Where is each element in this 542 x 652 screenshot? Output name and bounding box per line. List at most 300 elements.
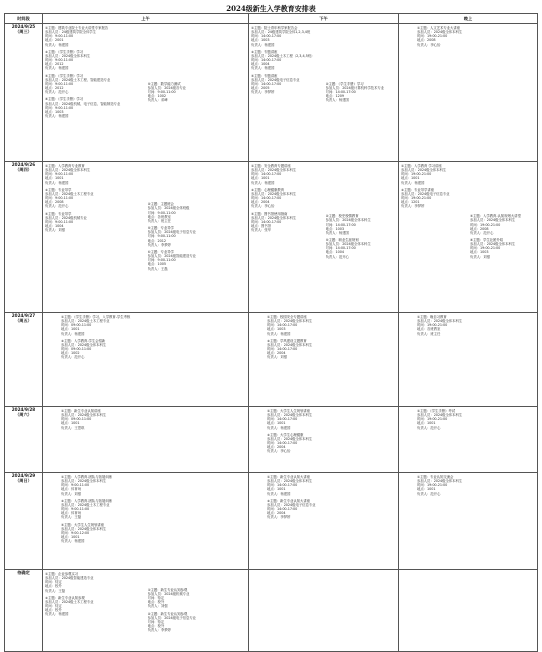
- session-detail: 参加人员：2024级全体本科生: [325, 242, 371, 247]
- session-topic: ①主题：大学生人生规划讲座: [267, 409, 311, 413]
- session-detail: 参加人员：2024级全体本科生: [267, 479, 313, 484]
- date-cell: 2024/9/28 （周六）: [5, 407, 43, 473]
- session-detail: 负责人：杨建国: [61, 331, 85, 336]
- session-detail: 参加人员：2024级智能建造专业: [45, 576, 94, 581]
- session-block: [45, 26, 144, 47]
- session-detail: 地点：1004: [45, 224, 64, 229]
- session-detail: 负责人：范开心: [325, 254, 349, 259]
- session-detail: 负责人：张华: [251, 228, 272, 233]
- session-detail: 负责人：李梦婷: [401, 204, 425, 209]
- session-detail: 负责人：杨建国: [45, 66, 69, 71]
- session-topic: ①主题：晚自习教育: [417, 315, 447, 319]
- session-detail: 参加人员：2024级全体本科生: [417, 30, 463, 35]
- session-detail: 时间：14:00-17:00: [325, 246, 356, 251]
- session-topic: ②主题：专业导学: [45, 187, 72, 192]
- evening-cell: [399, 407, 538, 473]
- morning-sessions: [43, 24, 248, 161]
- session-detail: 参加人员：2024级全体本科生: [61, 479, 107, 484]
- session-detail: 参加人员：2024级土木工程专业: [45, 599, 94, 604]
- session-detail: 地点：2004: [251, 200, 270, 205]
- date-cell: 2024/9/27 （周五）: [5, 313, 43, 407]
- session-topic: ①主题：校园安全专题讲座: [267, 315, 307, 319]
- morning-sessions: [43, 313, 249, 406]
- session-detail: 参加人员：24级建筑学院全体1,2,3,4班: [251, 30, 311, 35]
- session-detail: 时间：9:00-11:00: [61, 483, 90, 488]
- session-detail: 时间：待定: [147, 596, 165, 601]
- session-detail: 地点：1001: [417, 487, 436, 492]
- session-detail: 地点：各班教室: [147, 214, 171, 219]
- session-column: [249, 162, 324, 312]
- session-detail: 负责人：杨建国: [267, 331, 291, 336]
- session-column: [265, 473, 399, 569]
- session-detail: 时间：9:00-11:00: [45, 105, 74, 110]
- session-topic: ①主题：入学教育-团队与拓展训练: [61, 475, 112, 479]
- session-detail: 负责人：范开心: [417, 491, 441, 496]
- session-detail: 参加人员：2024级全体本科生: [251, 168, 297, 173]
- session-detail: 地点：校外: [45, 608, 62, 613]
- session-block: [61, 499, 249, 520]
- morning-cell: [43, 407, 249, 473]
- session-detail: 地点：2008: [417, 38, 436, 43]
- session-detail: 时间：9:00-11:00: [45, 219, 74, 224]
- session-detail: 参加人员：2024级全体本科生: [325, 218, 371, 223]
- session-detail: 负责人：李梦婷: [147, 628, 171, 633]
- session-detail: 负责人：刘强: [147, 604, 168, 609]
- afternoon-cell: [249, 313, 399, 407]
- session-topic: ①主题：企业参观实习: [45, 572, 79, 576]
- session-detail: 参加人员：2024级机械专业: [147, 591, 190, 596]
- session-detail: 地点：1001: [267, 421, 286, 426]
- session-detail: 地点：1004: [251, 62, 270, 67]
- session-detail: 时间：19:00-21:00: [417, 34, 448, 39]
- session-detail: 时间：14:00-17:00: [251, 81, 282, 86]
- session-topic: ③主题：大学生人生规划讲座: [61, 522, 105, 527]
- session-block: [45, 596, 144, 617]
- session-block: [61, 409, 249, 430]
- session-detail: 负责人：杨建国: [251, 42, 275, 47]
- session-detail: 时间：19:00-21:00: [417, 483, 448, 488]
- session-detail: 负责人：杨建国: [251, 180, 275, 185]
- session-topic: ②主题：入学教育-学生会招新: [61, 338, 106, 343]
- header-row: [5, 14, 538, 24]
- session-block: [267, 315, 399, 336]
- session-detail: 负责人：邓峰: [147, 98, 168, 103]
- session-detail: 地点：2005: [251, 86, 270, 91]
- session-detail: 时间：14:00-17:00: [251, 172, 282, 177]
- schedule-row: [5, 570, 538, 652]
- morning-sessions: [43, 473, 249, 569]
- session-detail: 参加人员：2024级土木工程专业: [61, 502, 110, 507]
- session-detail: 时间：09:00-11:00: [61, 347, 92, 352]
- session-detail: 负责人：王磊: [61, 515, 82, 520]
- session-column: [59, 313, 249, 406]
- session-detail: 参加人员：2024级土木工程（2,3,4,5班）: [251, 53, 315, 58]
- session-column: [324, 162, 399, 312]
- session-detail: 地点：1001: [61, 535, 80, 540]
- session-detail: 地点：1001: [45, 176, 64, 181]
- evening-cell: [399, 24, 538, 162]
- session-block: [45, 97, 144, 118]
- session-detail: 参加人员：2024级电子信息专业: [147, 615, 197, 620]
- morning-cell: [43, 570, 249, 652]
- evening-sessions: [399, 473, 538, 569]
- session-detail: 时间：9:00-11:00: [45, 196, 74, 201]
- session-detail: 地点：2012: [45, 62, 64, 67]
- session-detail: 负责人：刘强: [470, 254, 491, 259]
- session-topic: ②主题：新生专业认知参观: [45, 595, 85, 600]
- session-detail: 地点：1001: [417, 421, 436, 426]
- session-block: [326, 82, 397, 103]
- session-detail: 地点：2004: [267, 511, 286, 516]
- session-detail: 时间：14:00-17:00: [251, 196, 282, 201]
- schedule-body: [5, 24, 538, 652]
- evening-sessions: [399, 313, 538, 406]
- session-detail: 参加人员：2024级全体班级: [147, 206, 190, 211]
- session-detail: 参加人员：2024级全体本科生: [401, 168, 447, 173]
- morning-cell: [43, 473, 249, 570]
- evening-cell: [399, 473, 538, 570]
- session-topic: ④主题：主题班会: [147, 202, 174, 207]
- session-detail: 时间：9:00-11:00: [61, 507, 90, 512]
- session-column: [468, 162, 537, 312]
- session-detail: 负责人：范开心: [470, 230, 494, 235]
- session-column: [415, 473, 538, 569]
- session-detail: 参加人员：2024级电子信息专业: [267, 502, 316, 507]
- session-block: [61, 339, 249, 360]
- session-detail: 参加人员：2024级全体本科生: [61, 526, 107, 531]
- session-column: [146, 162, 249, 312]
- evening-cell: [399, 313, 538, 407]
- session-block: [45, 164, 144, 185]
- session-column: [415, 24, 538, 161]
- session-detail: 时间：待定: [45, 580, 62, 585]
- session-block: [251, 188, 322, 209]
- session-column: [399, 162, 468, 312]
- session-detail: 时间：9:00-11:00: [45, 34, 74, 39]
- session-detail: 参加人员：2024级全体本科生: [417, 413, 463, 418]
- session-detail: 地点：1003: [470, 250, 489, 255]
- session-detail: 负责人：杨建国: [251, 66, 275, 71]
- session-detail: 参加人员：2024级全体本科生: [251, 191, 297, 196]
- header-evening: 晚上: [399, 14, 538, 24]
- session-detail: 负责人：李梦婷: [147, 242, 171, 247]
- session-detail: 负责人：范开心: [45, 90, 69, 95]
- session-topic: ③主题：图书馆使用指南: [251, 211, 288, 216]
- session-detail: 参加人员：2024级各专业: [147, 85, 186, 90]
- session-detail: 负责人：范开心: [61, 355, 85, 360]
- session-topic: ②主题：入学教育-团队与拓展训练: [61, 498, 112, 503]
- session-topic: ⑤主题：职业生涯规划: [325, 238, 359, 242]
- session-detail: 地点：1001: [61, 327, 80, 332]
- session-topic: ②主题：专题讲座: [251, 49, 278, 54]
- session-detail: 参加人员：2024级土木工程专业: [45, 191, 94, 196]
- session-detail: 时间：9:00-11:00: [45, 58, 74, 63]
- session-detail: 参加人员：2024级全体本科生: [267, 342, 313, 347]
- session-detail: 时间：09:00-11:00: [61, 323, 92, 328]
- session-topic: ①主题：院士青年科学家报告会: [251, 26, 298, 30]
- session-detail: 时间：14:00-17:00: [251, 219, 282, 224]
- session-block: [417, 26, 538, 47]
- schedule-table: [4, 13, 538, 652]
- session-block: [45, 50, 144, 71]
- session-column: [43, 24, 146, 161]
- session-detail: 负责人：李心怡: [251, 204, 275, 209]
- session-detail: 时间：9:00-11:00: [147, 258, 176, 263]
- afternoon-cell: [249, 162, 399, 313]
- session-detail: 参加人员：2024级电子信息专业: [401, 191, 450, 196]
- session-topic: ④主题：学生社团介绍: [470, 238, 504, 242]
- schedule-row: [5, 313, 538, 407]
- session-block: [417, 475, 538, 496]
- session-detail: 地点：1209: [325, 94, 344, 99]
- session-block: [251, 74, 322, 95]
- session-detail: 时间：14:00-17:00: [251, 34, 282, 39]
- session-detail: 参加人员：2024级计算机科学技术专业: [325, 85, 385, 90]
- session-column: [59, 473, 249, 569]
- session-detail: 负责人：班主任: [417, 331, 441, 336]
- session-detail: 时间：14:00-17:00: [325, 89, 356, 94]
- session-block: [45, 212, 144, 233]
- evening-cell: [399, 570, 538, 652]
- session-block: [148, 82, 247, 103]
- afternoon-cell: [249, 407, 399, 473]
- session-detail: 时间：19:00-21:00: [417, 417, 448, 422]
- session-detail: 负责人：刘强: [61, 491, 82, 496]
- session-block: [251, 26, 322, 47]
- session-topic: ②主题：心理健康教育: [251, 187, 285, 192]
- session-topic: ②主题：大学生心理健康: [267, 432, 304, 437]
- session-detail: 参加人员：2024级电子信息专业: [147, 230, 197, 235]
- session-detail: 参加人员：2024级机械专业: [45, 215, 87, 220]
- session-detail: 地点：2008: [45, 200, 64, 205]
- session-topic: ①主题：入学教育专业教育: [45, 164, 85, 168]
- session-detail: 地点：1001: [267, 487, 286, 492]
- session-block: [267, 475, 399, 496]
- date-cell: 待确定: [5, 570, 43, 652]
- session-block: [470, 238, 535, 259]
- session-column: [265, 407, 399, 472]
- afternoon-cell: [249, 473, 399, 570]
- afternoon-sessions: [249, 162, 398, 312]
- session-detail: 时间：19:00-21:00: [470, 222, 501, 227]
- session-topic: ①主题：人文艺术专业大讲座: [417, 26, 461, 30]
- session-detail: 负责人：杨建国: [45, 180, 69, 185]
- session-detail: 参加人员：2024级智能建造专业: [147, 254, 197, 259]
- session-topic: ①主题：安全教育专题讲座: [251, 164, 291, 168]
- session-detail: 地点：1003: [267, 327, 286, 332]
- afternoon-cell: [249, 24, 399, 162]
- session-block: [61, 315, 249, 336]
- session-detail: 地点：1005: [147, 262, 166, 267]
- evening-sessions: [399, 24, 538, 161]
- session-block: [148, 226, 247, 247]
- session-column: [415, 407, 538, 472]
- session-detail: 时间：19:00-21:00: [417, 323, 448, 328]
- session-detail: 参加人员：2024级全体本科生: [267, 436, 313, 441]
- session-detail: 时间：14:00-17:00: [267, 347, 298, 352]
- session-detail: 负责人：杨建国: [325, 98, 349, 103]
- session-column: [415, 313, 538, 406]
- session-detail: 时间：9:00-12:00: [61, 530, 90, 535]
- session-detail: 时间：9:00-11:00: [45, 81, 74, 86]
- session-topic: ③主题：入学教育-认知规划大讲堂: [470, 214, 521, 219]
- session-detail: 时间：09:00-11:00: [61, 417, 92, 422]
- header-afternoon: 下午: [249, 14, 399, 24]
- session-topic: ②主题：新生专业认知大讲座: [267, 498, 311, 503]
- session-detail: 地点：1002: [147, 94, 166, 99]
- morning-sessions: [43, 407, 249, 472]
- session-detail: 参加人员：2024级机械、电子信息、智能制造专业: [45, 101, 121, 106]
- session-detail: 负责人：班主任: [147, 218, 171, 223]
- session-detail: 地点：2008: [470, 226, 489, 231]
- morning-sessions: [43, 162, 248, 312]
- session-detail: 时间：14:00-17:00: [267, 441, 298, 446]
- session-topic: ①主题：入学教育 学习讲座: [401, 164, 442, 168]
- session-detail: 负责人：杨建国: [325, 230, 349, 235]
- evening-cell: [399, 162, 538, 313]
- session-column: [265, 313, 399, 406]
- session-block: [251, 50, 322, 71]
- session-detail: 参加人员：24级建筑学院全体学生: [45, 30, 96, 35]
- session-detail: 时间：9:00-11:00: [147, 89, 176, 94]
- session-detail: 负责人：范开心: [417, 425, 441, 430]
- session-detail: 时间：14:00-17:00: [267, 323, 298, 328]
- session-block: [267, 499, 399, 520]
- morning-cell: [43, 24, 249, 162]
- session-detail: 地点：1003: [251, 38, 270, 43]
- session-column: [249, 24, 324, 161]
- session-detail: 地点：1002: [61, 351, 80, 356]
- session-topic: ③主题：新生专业认知参观: [147, 587, 188, 592]
- page-title: 2024级新生入学教育安排表: [226, 4, 316, 13]
- session-topic: ①主题：建筑专业院士专业大讲堂专家报告: [45, 26, 109, 30]
- session-detail: 地点：1003: [45, 109, 64, 114]
- session-detail: 时间：14:00-17:00: [325, 222, 356, 227]
- evening-sessions: [399, 162, 537, 312]
- session-detail: 参加人员：2024级土木工程专业: [61, 319, 110, 324]
- session-detail: 时间：19:00-21:00: [470, 246, 501, 251]
- session-column: [43, 162, 146, 312]
- session-block: [470, 214, 535, 235]
- session-detail: 地点：1001: [251, 176, 270, 181]
- session-block: [61, 523, 249, 544]
- session-detail: 地点：2012: [147, 238, 166, 243]
- session-detail: 参加人员：2024级全体本科生: [267, 413, 313, 418]
- session-topic: ④主题：《学生手册》学习: [45, 97, 84, 102]
- session-detail: 地点：1001: [61, 421, 80, 426]
- session-detail: 参加人员：2024级全体本科生: [45, 53, 91, 58]
- session-block: [148, 202, 247, 223]
- session-topic: ④主题：《学生手册》学习: [325, 81, 364, 86]
- session-topic: ⑤主题：数学能力测试: [147, 81, 181, 86]
- session-detail: 负责人：杨建国: [45, 612, 69, 617]
- session-detail: 时间：19:00-21:00: [401, 196, 432, 201]
- session-block: [401, 188, 466, 209]
- session-detail: 负责人：范开心: [45, 204, 69, 209]
- session-detail: 参加人员：2024级土木工程、智能建造专业: [45, 77, 111, 82]
- session-block: [401, 164, 466, 185]
- session-topic: ②主题：专业导学讲座: [401, 187, 435, 192]
- session-detail: 地点：1001: [401, 176, 420, 181]
- session-detail: 参加人员：2024级全体本科生: [61, 342, 107, 347]
- session-topic: ②主题：学风建设主题教育: [267, 338, 307, 343]
- morning-cell: [43, 162, 249, 313]
- session-detail: 负责人：刘强: [45, 228, 66, 233]
- session-detail: 时间：14:00-17:00: [267, 417, 298, 422]
- session-topic: ⑥主题：专业导学: [147, 249, 174, 254]
- schedule-row: [5, 473, 538, 570]
- afternoon-cell: [249, 570, 399, 652]
- session-detail: 负责人：杨建国: [401, 180, 425, 185]
- session-detail: 地点：1004: [325, 250, 344, 255]
- session-block: [267, 433, 399, 454]
- session-topic: ①主题：《学生手册》考试: [417, 409, 456, 413]
- session-detail: 时间：14:00-17:00: [267, 507, 298, 512]
- session-detail: 地点：1003: [325, 226, 344, 231]
- session-block: [148, 612, 247, 633]
- session-detail: 时间：待定: [147, 619, 165, 624]
- session-detail: 负责人：李心怡: [417, 42, 441, 47]
- session-detail: 负责人：王磊: [45, 588, 66, 593]
- session-block: [45, 74, 144, 95]
- date-cell: 2024/9/25 （周三）: [5, 24, 43, 162]
- schedule-row: [5, 407, 538, 473]
- session-detail: 地点：2012: [45, 86, 64, 91]
- session-detail: 时间：9:00-11:00: [147, 210, 176, 215]
- session-detail: 地点：体育场: [61, 487, 82, 492]
- session-topic: ⑤主题：专业导学: [147, 226, 174, 231]
- session-detail: 地点：校外: [147, 623, 165, 628]
- session-topic: ③主题：专题讲座: [251, 73, 278, 78]
- session-detail: 参加人员：2024级全体本科生: [470, 218, 516, 223]
- session-block: [251, 212, 322, 233]
- session-detail: 地点：2004: [267, 445, 286, 450]
- session-detail: 负责人：李梦婷: [251, 90, 275, 95]
- session-block: [417, 315, 538, 336]
- schedule-row: [5, 24, 538, 162]
- header-morning: 上午: [43, 14, 249, 24]
- date-cell: 2024/9/26 （周四）: [5, 162, 43, 313]
- afternoon-sessions: [249, 24, 398, 161]
- session-detail: 地点：2004: [267, 351, 286, 356]
- session-detail: 负责人：刘强: [267, 355, 288, 360]
- session-block: [45, 188, 144, 209]
- session-block: [267, 409, 399, 430]
- session-topic: ③主题：专业导学: [45, 211, 72, 216]
- session-block: [148, 250, 247, 271]
- header-date: 时间段: [5, 14, 43, 24]
- session-block: [148, 588, 247, 609]
- session-topic: ①主题：专业认知交流会: [417, 475, 454, 479]
- session-detail: 地点：图书馆: [251, 224, 272, 229]
- session-detail: 负责人：王磊: [147, 266, 168, 271]
- session-block: [267, 339, 399, 360]
- session-detail: 参加人员：2024级全体本科生: [45, 168, 91, 173]
- session-block: [61, 475, 249, 496]
- session-topic: ①主题：新生专业认知大讲座: [267, 475, 311, 479]
- session-detail: 负责人：杨建国: [61, 539, 85, 544]
- session-topic: ①主题：《学生手册》学习、入学教育-学生考核: [61, 315, 131, 319]
- session-detail: 时间：9:00-11:00: [147, 234, 176, 239]
- session-topic: ④主题：新生专业认知参观: [147, 611, 188, 616]
- session-detail: 负责人：杨建国: [267, 491, 291, 496]
- session-detail: 参加人员：2024级电子信息专业: [251, 77, 300, 82]
- session-detail: 负责人：李梦婷: [267, 515, 291, 520]
- session-detail: 参加人员：2024级全体本科生: [267, 319, 313, 324]
- session-detail: 地点：校外: [45, 584, 62, 589]
- session-detail: 地点：1201: [401, 200, 420, 205]
- session-topic: ④主题：校史校情教育: [325, 214, 359, 219]
